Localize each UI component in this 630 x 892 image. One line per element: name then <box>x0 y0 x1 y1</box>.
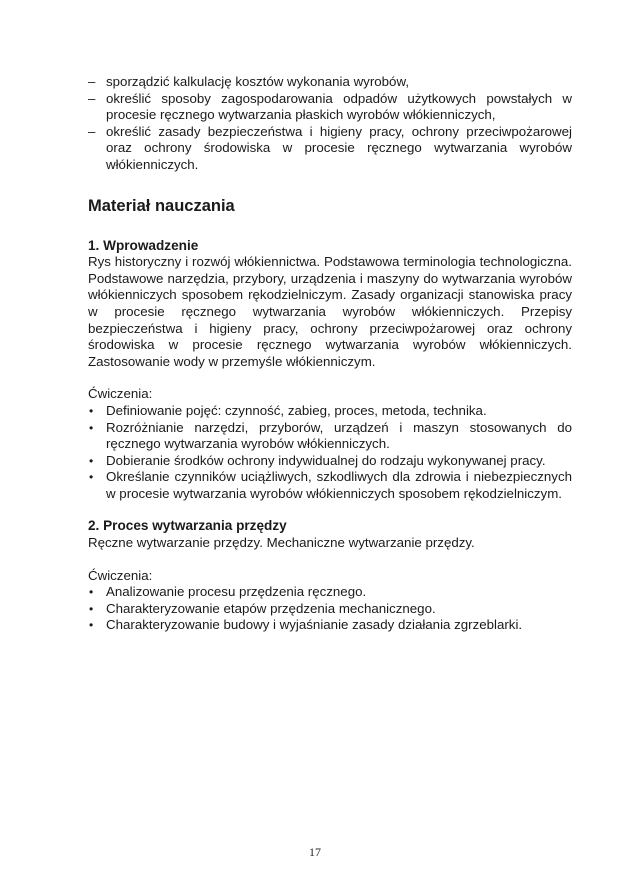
exercise-text: Rozróżnianie narzędzi, przyborów, urządzeń i maszyn stosowanych do ręcznego wytwarzania wyrobów włókienniczych. <box>106 419 572 452</box>
section-spacer <box>88 502 572 518</box>
section-introduction <box>88 238 572 503</box>
intro-item-text: określić sposoby zagospodarowania odpadów użytkowych powstałych w procesie ręcznego wytwarzania płaskich wyrobów włókienniczych, <box>106 90 572 123</box>
exercise-item <box>88 453 572 470</box>
exercise-item <box>88 469 572 502</box>
page-number: 17 <box>309 845 321 859</box>
intro-list-item <box>88 124 572 174</box>
intro-item-text: sporządzić kalkulację kosztów wykonania wyrobów, <box>106 74 410 89</box>
bullet-marker: • <box>89 403 94 418</box>
dash-marker: – <box>88 90 96 106</box>
exercises-list <box>88 403 572 503</box>
bullet-marker: • <box>89 420 94 435</box>
exercises-list <box>88 584 572 634</box>
bullet-marker: • <box>89 470 94 485</box>
exercises-label: Ćwiczenia: <box>88 567 153 583</box>
dash-marker: – <box>88 74 96 89</box>
intro-list-item <box>88 91 572 124</box>
exercise-text: Definiowanie pojęć: czynność, zabieg, proces, metoda, technika. <box>106 402 487 418</box>
exercise-text: Dobieranie środków ochrony indywidualnej do rodzaju wykonywanej pracy. <box>106 452 546 468</box>
page-content <box>88 74 572 634</box>
subsection-title: 2. Proces wytwarzania przędzy <box>88 518 287 534</box>
exercise-item <box>88 584 572 601</box>
bullet-marker: • <box>89 453 94 468</box>
subsection-body: Ręczne wytwarzanie przędzy. Mechaniczne wytwarzanie przędzy. <box>88 535 475 551</box>
section-heading: Materiał nauczania <box>88 196 235 215</box>
bullet-marker: • <box>89 585 94 600</box>
exercise-text: Charakteryzowanie etapów przędzenia mechanicznego. <box>106 600 436 616</box>
bullet-marker: • <box>89 601 94 616</box>
exercise-text: Charakteryzowanie budowy i wyjaśnianie zasady działania zgrzeblarki. <box>106 617 523 633</box>
bullet-marker: • <box>89 618 94 633</box>
exercise-text: Analizowanie procesu przędzenia ręcznego. <box>106 584 367 600</box>
subsection-title: 1. Wprowadzenie <box>88 237 199 253</box>
exercise-item <box>88 601 572 618</box>
intro-list <box>88 74 572 174</box>
exercise-text: Określanie czynników uciążliwych, szkodliwych dla zdrowia i niebezpiecznych w procesie wytwarzania wyrobów włókienniczych sposobem rękodzielniczym. <box>106 469 572 501</box>
section-yarn-production <box>88 518 572 634</box>
subsection-body: Rys historyczny i rozwój włókiennictwa. Podstawowa terminologia technologiczna. Podstawowe narzędzia, przybory, urządzenia i maszyny do wytwarzania wyrobów włókienniczych sposobem rękodzielniczym. Zasady organizacji stanowiska pracy w procesie ręcznego wytwarzania wyrobów włókienniczych. Przepisy bezpieczeństwa i higieny pracy, ochrony przeciwpożarowej oraz ochrony środowiska w procesie ręcznego wytwarzania wyrobów włókienniczych. Zastosowanie wody w przemyśle włókienniczym. <box>88 254 572 369</box>
exercise-item <box>88 403 572 420</box>
intro-item-text: określić zasady bezpieczeństwa i higieny pracy, ochrony przeciwpożarowej oraz ochrony środowiska w procesie ręcznego wytwarzania wyrobów włókienniczych. <box>106 123 572 172</box>
dash-marker: – <box>88 123 96 139</box>
exercise-item <box>88 617 572 634</box>
exercise-item <box>88 420 572 453</box>
intro-list-item <box>88 74 572 91</box>
exercises-label: Ćwiczenia: <box>88 386 153 402</box>
